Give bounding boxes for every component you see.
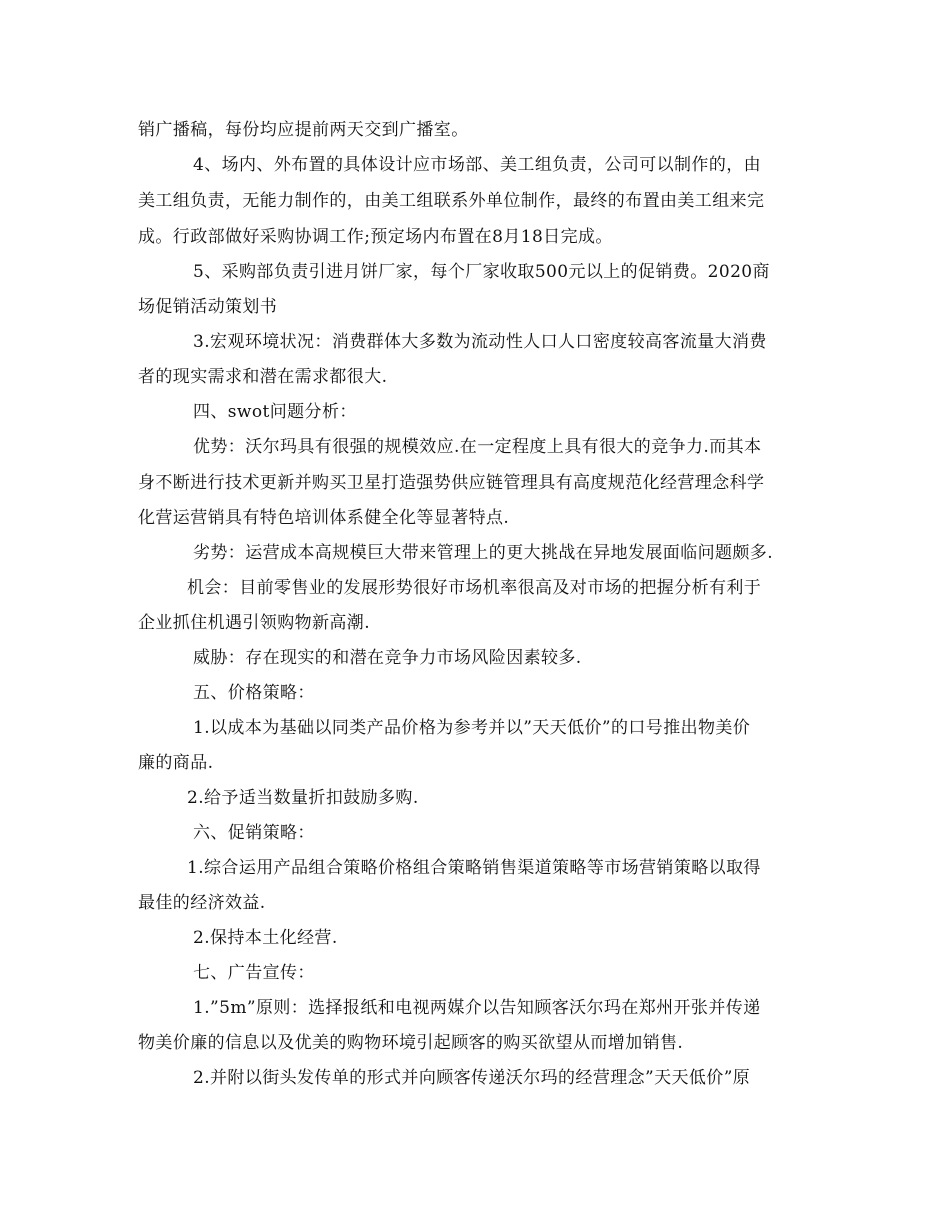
text-line: 销广播稿，每份均应提前两天交到广播室。 — [138, 120, 469, 140]
text-line: 5、采购部负责引进月饼厂家，每个厂家收取500元以上的促销费。2020商 — [193, 262, 770, 282]
section-heading: 七、广告宣传： — [193, 963, 315, 983]
text-line: 1.综合运用产品组合策略价格组合策略销售渠道策略等市场营销策略以取得 — [187, 858, 761, 878]
text-line: 身不断进行技术更新并购买卫星打造强势供应链管理具有高度规范化经营理念科学 — [138, 473, 765, 493]
text-line: 场促销活动策划书 — [138, 297, 278, 317]
text-line: 者的现实需求和潜在需求都很大. — [138, 367, 388, 387]
text-line: 机会：目前零售业的发展形势很好市场机率很高及对市场的把握分析有利于 — [187, 578, 762, 598]
text-line: 化营运营销具有特色培训体系健全化等显著特点. — [138, 508, 510, 528]
text-line: 威胁：存在现实的和潜在竞争力市场风险因素较多. — [193, 648, 582, 668]
text-line: 劣势：运营成本高规模巨大带来管理上的更大挑战在异地发展面临问题颇多. — [193, 543, 774, 563]
text-line: 美工组负责，无能力制作的，由美工组联系外单位制作，最终的布置由美工组来完 — [138, 191, 765, 211]
text-line: 最佳的经济效益. — [138, 893, 266, 913]
text-line: 成。行政部做好采购协调工作;预定场内布置在8月18日完成。 — [138, 227, 613, 247]
text-line: 1.”5m”原则：选择报纸和电视两媒介以告知顾客沃尔玛在郑州开张并传递 — [193, 998, 761, 1018]
section-heading: 六、促销策略： — [193, 823, 315, 843]
text-line: 4、场内、外布置的具体设计应市场部、美工组负责，公司可以制作的，由 — [193, 155, 762, 175]
section-heading: 四、swot问题分析： — [193, 402, 357, 422]
text-line: 企业抓住机遇引领购物新高潮. — [138, 613, 371, 633]
text-line: 2.保持本土化经营. — [193, 928, 338, 948]
text-line: 2.并附以街头发传单的形式并向顾客传递沃尔玛的经营理念”天天低价”原 — [193, 1068, 751, 1088]
text-line: 廉的商品. — [138, 753, 214, 773]
text-line: 3.宏观环境状况：消费群体大多数为流动性人口人口密度较高客流量大消费 — [193, 332, 767, 352]
text-line: 物美价廉的信息以及优美的购物环境引起顾客的购买欲望从而增加销售. — [138, 1033, 684, 1053]
text-line: 1.以成本为基础以同类产品价格为参考并以”天天低价”的口号推出物美价 — [193, 718, 751, 738]
section-heading: 五、价格策略： — [193, 683, 315, 703]
text-line: 2.给予适当数量折扣鼓励多购. — [187, 788, 419, 808]
text-line: 优势：沃尔玛具有很强的规模效应.在一定程度上具有很大的竞争力.而其本 — [193, 437, 762, 457]
